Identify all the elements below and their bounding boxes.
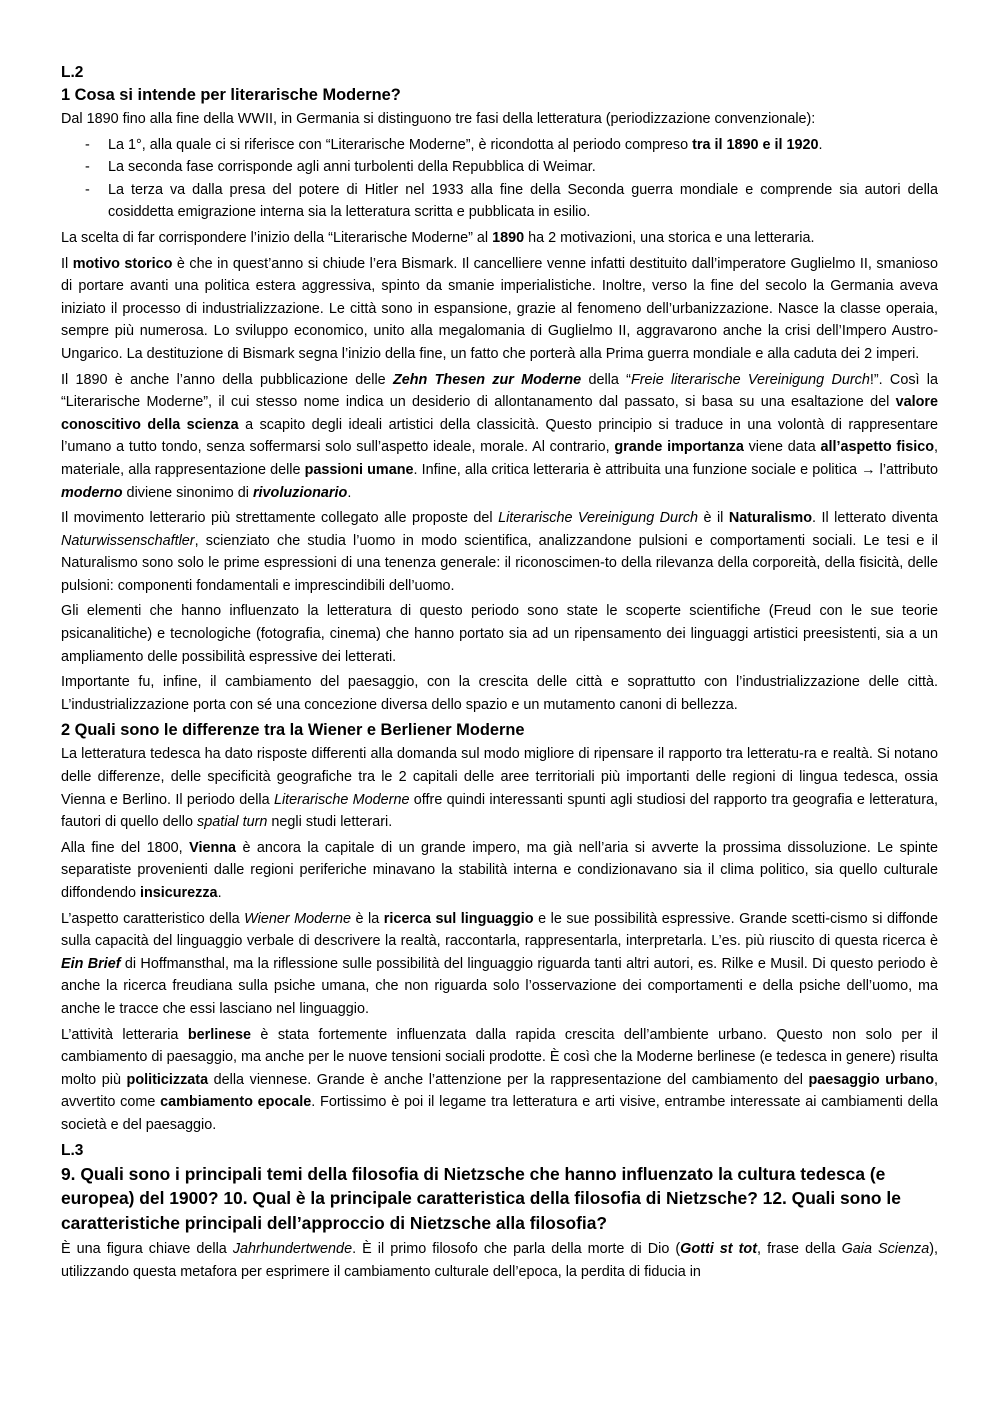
q1-paragraph-historical-motive: Il motivo storico è che in quest’anno si chiude l’era Bismark. Il cancelliere venne infatti destituito dall’imperatore Guglielmo II, smanioso di portare avanti una politica estera aggressiva, spinto da smanie imperialistiche. Inoltre, verso la fine del secolo la Germania aveva iniziato il processo di industrializzazione. Le città sono in espansione, grazie al fenomeno dell’urbanizzazione. Nasce la classe operaia, sempre più numerosa. Lo sviluppo economico, unito alla megalomania di Guglielmo II, aggravarono anche la crisi dell’Impero Austro-Ungarico. La destituzione di Bismark segna l’inizio della fine, un fatto che porterà alla Prima guerra mondiale e alla caduta dei 2 imperi. — [61, 255, 938, 362]
q1-intro-paragraph: Dal 1890 fino alla fine della WWII, in Germania si distinguono tre fasi della letteratura (periodizzazione convenzionale): — [61, 111, 816, 127]
q1-paragraph-motivations: La scelta di far corrispondere l’inizio della “Literarische Moderne” al 1890 ha 2 motivazioni, una storica e una letteraria. — [61, 229, 815, 246]
q2-paragraph-wiener-moderne: L’aspetto caratteristico della Wiener Moderne è la ricerca sul linguaggio e le sue possibilità espressive. Grande scetti-cismo si diffonde sulla capacità del linguaggio verbale di descrivere la realtà, raccontarla, rappresentarla, interpretarla. L’es. più riuscito di questa ricerca è Ein Brief di Hoffmansthal, ma la riflessione sulle possibilità del linguaggio riguarda tanti altri autori, es. Rilke e Musil. Di questo periodo è anche la ricerca freudiana sulla psiche umana, che non riguarda solo l’osservazione dei comportamenti e della psiche dell’uomo, ma anche le tracce che essi lasciano nel linguaggio. — [61, 910, 938, 1017]
q1-paragraph-literary-motive: Il 1890 è anche l’anno della pubblicazione delle Zehn Thesen zur Moderne della “Freie literarische Vereinigung Durch!”. Così la “Literarische Moderne”, il cui stesso nome indica un desiderio di allontanamento dal passato, si basa su una esaltazione del valore conoscitivo della scienza a scapito degli ideali artistici della classicità. Questo principio si traduce in una volontà di rappresentare l’umano a tutto tondo, senza soffermarsi solo sull’aspetto ideale, morale. Al contrario, grande importanza viene data all’aspetto fisico, materiale, alla rappresentazione delle passioni umane. Infine, alla critica letteraria è attribuita una funzione sociale e politica → l’attributo moderno diviene sinonimo di rivoluzionario. — [61, 371, 939, 501]
lesson-label-l2: L.2 — [61, 64, 84, 81]
q2-paragraph-intro: La letteratura tedesca ha dato risposte differenti alla domanda sul modo migliore di ripensare il rapporto tra letteratu-ra e realtà. Si notano delle differenze, delle specificità geografiche tra le 2 capitali delle aree territoriali più importanti delle regioni di lingua tedesca, ossia Vienna e Berlino. Il periodo della Literarische Moderne offre quindi interessanti spunti agli studiosi del rapporto tra geografia e letteratura, fautori di quello dello spatial turn negli studi letterari. — [61, 746, 938, 831]
q1-paragraph-naturalism: Il movimento letterario più strettamente collegato alle proposte del Literarische Vereinigung Durch è il Naturalismo. Il letterato diventa Naturwissenschaftler, scienziato che studia l’uomo in modo scientifica, analizzandone pulsioni e comportamenti sociali. Le tesi e il Naturalismo sono solo le prime espressioni di una tenenza generale: il riconoscimen-to della rilevanza della corporeità, della fisicità, delle pulsioni: componenti fondamentali e imprescindibili dell’uomo. — [61, 510, 938, 594]
q2-paragraph-vienna: Alla fine del 1800, Vienna è ancora la capitale di un grande impero, ma già nell’aria si avverte la prossima dissoluzione. Le spinte separatiste provenienti dalle regioni periferiche minavano la stabilità interna e condizionavano sia il clima politico, sia quello culturale diffondendo insicurezza. — [61, 839, 938, 901]
q1-phase-list — [61, 134, 938, 224]
q1-paragraph-influences: Gli elementi che hanno influenzato la letteratura di questo periodo sono state le scoperte scientifiche (Freud con le sue teorie psicanalitiche) e tecnologiche (fotografia, cinema) che hanno portato sia ad un ripensamento dei linguaggi artistici preesistenti, sia a un ampliamento delle possibilità espressive dei letterati. — [61, 603, 938, 665]
phase-list-item-2: - La seconda fase corrisponde agli anni turbolenti della Repubblica di Weimar. — [61, 156, 938, 179]
phase-list-item-1: - La 1°, alla quale ci si riferisce con “Literarische Moderne”, è ricondotta al periodo compreso tra il 1890 e il 1920. — [61, 134, 938, 157]
lesson-label-l3: L.3 — [61, 1141, 84, 1159]
question-2-heading: 2 Quali sono le differenze tra la Wiener e Berliener Moderne — [61, 721, 525, 740]
arrow-icon: → — [861, 461, 876, 478]
q2-paragraph-berlin: L’attività letteraria berlinese è stata fortemente influenzata dalla rapida crescita dell’ambiente urbano. Questo non solo per il cambiamento di paesaggio, ma anche per le nuove tensioni sociali prodotte. È così che la Moderne berlinese (e tedesca in genere) risulta molto più politicizzata della viennese. Grande è anche l’attenzione per la rappresentazione del cambiamento del paesaggio urbano, avvertito come cambiamento epocale. Fortissimo è poi il legame tra letteratura e arti visive, entrambe interessate ai cambiamenti della società e del paesaggio. — [61, 1026, 939, 1133]
question-1-heading: 1 Cosa si intende per literarische Moderne? — [61, 86, 401, 104]
question-3-heading: 9. Quali sono i principali temi della filosofia di Nietzsche che hanno influenzato la cultura tedesca (e europea) del 1900? 10. Qual è la principale caratteristica della filosofia di Nietzsche? 12. Quali sono le caratteristiche principali dell’approccio di Nietzsche alla filosofia? — [61, 1163, 901, 1233]
q1-paragraph-landscape: Importante fu, infine, il cambiamento del paesaggio, con la crescita delle città e soprattutto con l’industrializzazione delle città. L’industrializzazione porta con sé una concezione diversa dello spazio e un mutamento canoni di bellezza. — [61, 674, 938, 713]
q3-paragraph-nietzsche: È una figura chiave della Jahrhundertwende. È il primo filosofo che parla della morte di Dio (Gotti st tot, frase della Gaia Scienza), utilizzando questa metafora per esprimere il cambiamento culturale dell’epoca, la perdita di fiducia in — [61, 1241, 939, 1280]
phase-list-item-3: - La terza va dalla presa del potere di Hitler nel 1933 alla fine della Seconda guerra mondiale e comprende sia autori della cosiddetta emigrazione interna sia la letteratura scritta e pubblicata in esilio. — [61, 179, 938, 224]
